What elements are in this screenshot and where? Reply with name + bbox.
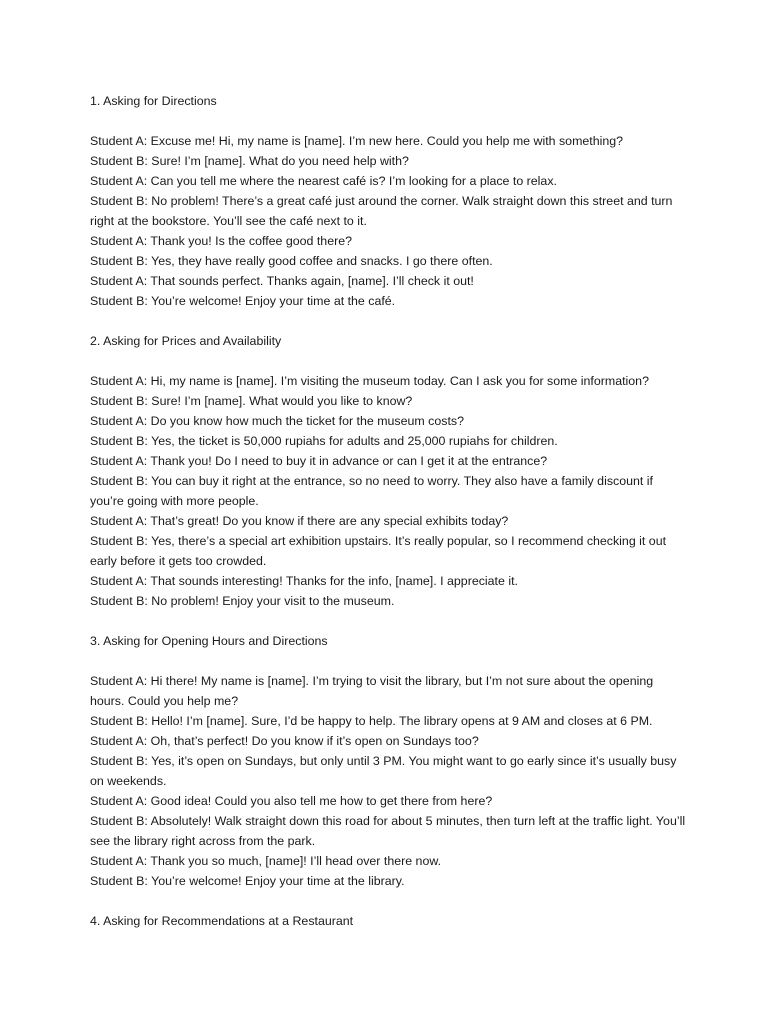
- dialogue-line: Student B: You can buy it right at the entrance, so no need to worry. They also have a family discount if you’re going with more people.: [90, 474, 653, 508]
- dialogue-line: Student B: Sure! I’m [name]. What would you like to know?: [90, 394, 413, 408]
- dialogue-line: Student A: Oh, that’s perfect! Do you know if it’s open on Sundays too?: [90, 734, 479, 748]
- section-opening-hours: [90, 631, 690, 891]
- dialogue-line: Student A: Excuse me! Hi, my name is [name]. I’m new here. Could you help me with something?: [90, 134, 624, 148]
- dialogue-line: Student A: Good idea! Could you also tell me how to get there from here?: [90, 794, 493, 808]
- dialogue-line: Student B: Absolutely! Walk straight down this road for about 5 minutes, then turn left at the traffic light. You’ll see the library right across from the park.: [90, 814, 686, 848]
- dialogue-line: Student A: Thank you! Is the coffee good there?: [90, 234, 352, 248]
- section-prices: [90, 331, 690, 611]
- dialogue-line: Student B: Sure! I’m [name]. What do you need help with?: [90, 154, 409, 168]
- dialogue-line: Student B: You’re welcome! Enjoy your time at the café.: [90, 294, 396, 308]
- dialogue-line: Student B: Yes, they have really good coffee and snacks. I go there often.: [90, 254, 493, 268]
- dialogue-line: Student A: Hi, my name is [name]. I’m visiting the museum today. Can I ask you for some information?: [90, 374, 649, 388]
- dialogue-line: Student A: Can you tell me where the nearest café is? I’m looking for a place to relax.: [90, 174, 557, 188]
- document-page: [90, 91, 690, 951]
- section-title: 2. Asking for Prices and Availability: [90, 334, 282, 348]
- dialogue-line: Student B: Hello! I’m [name]. Sure, I’d be happy to help. The library opens at 9 AM and closes at 6 PM.: [90, 714, 653, 728]
- section-title: 3. Asking for Opening Hours and Directions: [90, 634, 328, 648]
- dialogue-line: Student A: Hi there! My name is [name]. I’m trying to visit the library, but I’m not sure about the opening hours. Could you help me?: [90, 674, 654, 708]
- dialogue-line: Student B: You’re welcome! Enjoy your time at the library.: [90, 874, 405, 888]
- dialogue-line: Student A: That’s great! Do you know if there are any special exhibits today?: [90, 514, 509, 528]
- dialogue-line: Student B: Yes, it’s open on Sundays, but only until 3 PM. You might want to go early since it’s usually busy on weekends.: [90, 754, 677, 788]
- section-title: 4. Asking for Recommendations at a Restaurant: [90, 914, 354, 928]
- dialogue-line: Student B: No problem! Enjoy your visit to the museum.: [90, 594, 395, 608]
- dialogue-line: Student A: That sounds interesting! Thanks for the info, [name]. I appreciate it.: [90, 574, 518, 588]
- dialogue-line: Student A: Do you know how much the ticket for the museum costs?: [90, 414, 464, 428]
- dialogue-line: Student B: Yes, there’s a special art exhibition upstairs. It’s really popular, so I recommend checking it out early before it gets too crowded.: [90, 534, 667, 568]
- dialogue-line: Student B: Yes, the ticket is 50,000 rupiahs for adults and 25,000 rupiahs for children.: [90, 434, 558, 448]
- dialogue-line: Student B: No problem! There’s a great café just around the corner. Walk straight down this street and turn right at the bookstore. You’ll see the café next to it.: [90, 194, 673, 228]
- section-restaurant: [90, 911, 690, 931]
- section-directions: [90, 91, 690, 311]
- dialogue-line: Student A: That sounds perfect. Thanks again, [name]. I’ll check it out!: [90, 274, 474, 288]
- section-title: 1. Asking for Directions: [90, 94, 217, 108]
- dialogue-line: Student A: Thank you! Do I need to buy it in advance or can I get it at the entrance?: [90, 454, 548, 468]
- dialogue-line: Student A: Thank you so much, [name]! I’ll head over there now.: [90, 854, 442, 868]
